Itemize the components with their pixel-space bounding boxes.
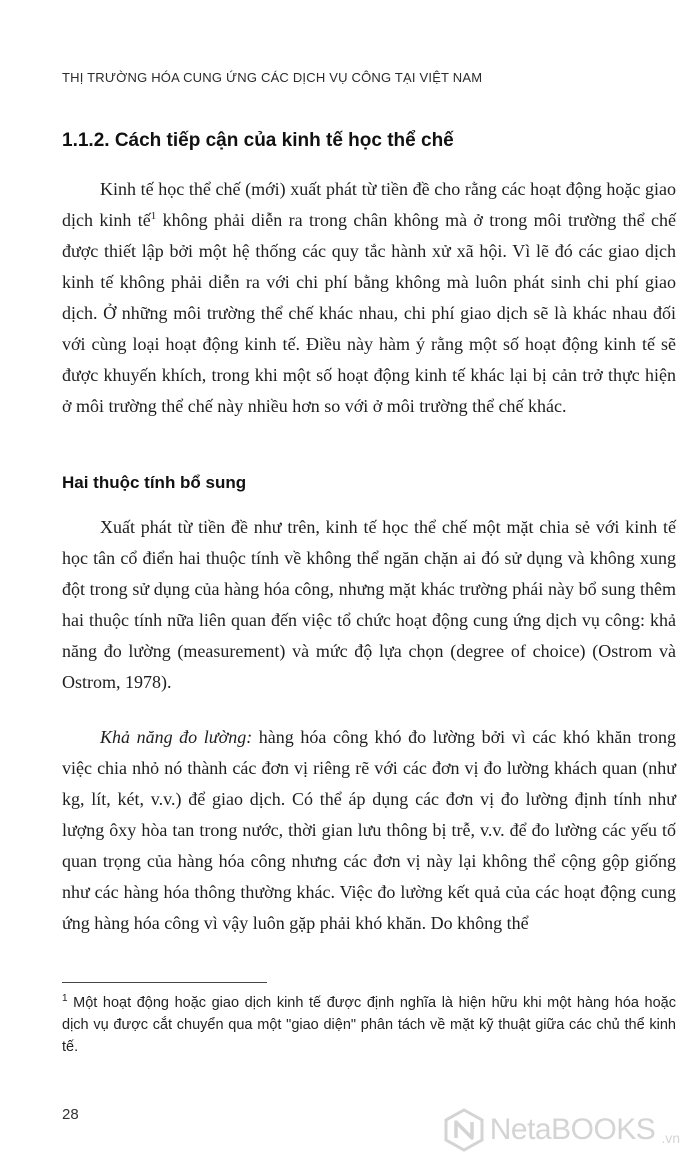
footnote-divider: [62, 982, 267, 983]
neta-logo-icon: [444, 1108, 484, 1152]
page-number: 28: [62, 1106, 79, 1123]
subheading: Hai thuộc tính bổ sung: [62, 473, 247, 492]
paragraph-text: Kinh tế học thể chế (mới) xuất phát từ tiền đề cho rằng các hoạt động hoặc giao dịch kinh tế: [62, 179, 676, 230]
footnote-reference[interactable]: 1: [150, 210, 157, 222]
footnote: [62, 992, 676, 1058]
paragraph-two-attributes: Xuất phát từ tiền đề như trên, kinh tế học thể chế một mặt chia sẻ với kinh tế học tân cổ điển hai thuộc tính về không thể ngăn chặn ai đó sử dụng và không xung đột trong sử dụng của hàng hóa công, nhưng mặt khác trường phái này bổ sung thêm hai thuộc tính nữa liên quan đến việc tổ chức hoạt động cung ứng dịch vụ công: khả năng đo lường (measurement) và mức độ lựa chọn (degree of choice) (Ostrom và Ostrom, 1978).: [62, 517, 676, 692]
paragraph-text: hàng hóa công khó đo lường bởi vì các khó khăn trong việc chia nhỏ nó thành các đơn vị riêng rẽ với các đơn vị đo lường khách quan (như kg, lít, két, v.v.) để giao dịch. Có thể áp dụng các đơn vị đo lường định tính như lượng ôxy hòa tan trong nước, thời gian lưu thông bị trễ, v.v. để đo lường các yếu tố quan trọng của hàng hóa công nhưng các đơn vị này lại không thể cộng gộp giống như các hàng hóa thông thường khác. Việc đo lường kết quả của các hoạt động cung ứng hàng hóa công vì vậy luôn gặp phải khó khăn. Do không thể: [62, 727, 676, 933]
watermark-brand: NetaBOOKS: [489, 1113, 656, 1146]
italic-term: Khả năng đo lường:: [100, 727, 253, 747]
paragraph-measurability: [62, 722, 676, 939]
watermark: [444, 1108, 680, 1152]
watermark-suffix: .vn: [661, 1130, 680, 1146]
section-title: 1.1.2. Cách tiếp cận của kinh tế học thể chế: [62, 130, 454, 151]
paragraph-text: không phải diễn ra trong chân không mà ở trong môi trường thể chế được thiết lập bởi một hệ thống các quy tắc hành xử xã hội. Vì lẽ đó các giao dịch kinh tế không phải diễn ra với chi phí bằng không mà luôn phát sinh chi phí giao dịch. Ở những môi trường thể chế khác nhau, chi phí giao dịch sẽ là khác nhau đối với cùng loại hoạt động kinh tế. Điều này hàm ý rằng một số hoạt động kinh tế sẽ được khuyến khích, trong khi một số hoạt động kinh tế khác lại bị cản trở thực hiện ở môi trường thể chế này nhiều hơn so với ở môi trường thể chế khác.: [62, 210, 676, 416]
paragraph-institutional-economics: [62, 174, 676, 422]
footnote-text: Một hoạt động hoặc giao dịch kinh tế được định nghĩa là hiện hữu khi một hàng hóa hoặc dịch vụ được cắt chuyển qua một "giao diện" phân tách về mặt kỹ thuật giữa các chủ thể kinh tế.: [62, 995, 676, 1055]
footnote-marker: 1: [62, 993, 68, 1005]
running-head: THỊ TRƯỜNG HÓA CUNG ỨNG CÁC DỊCH VỤ CÔNG TẠI VIỆT NAM: [62, 70, 483, 85]
